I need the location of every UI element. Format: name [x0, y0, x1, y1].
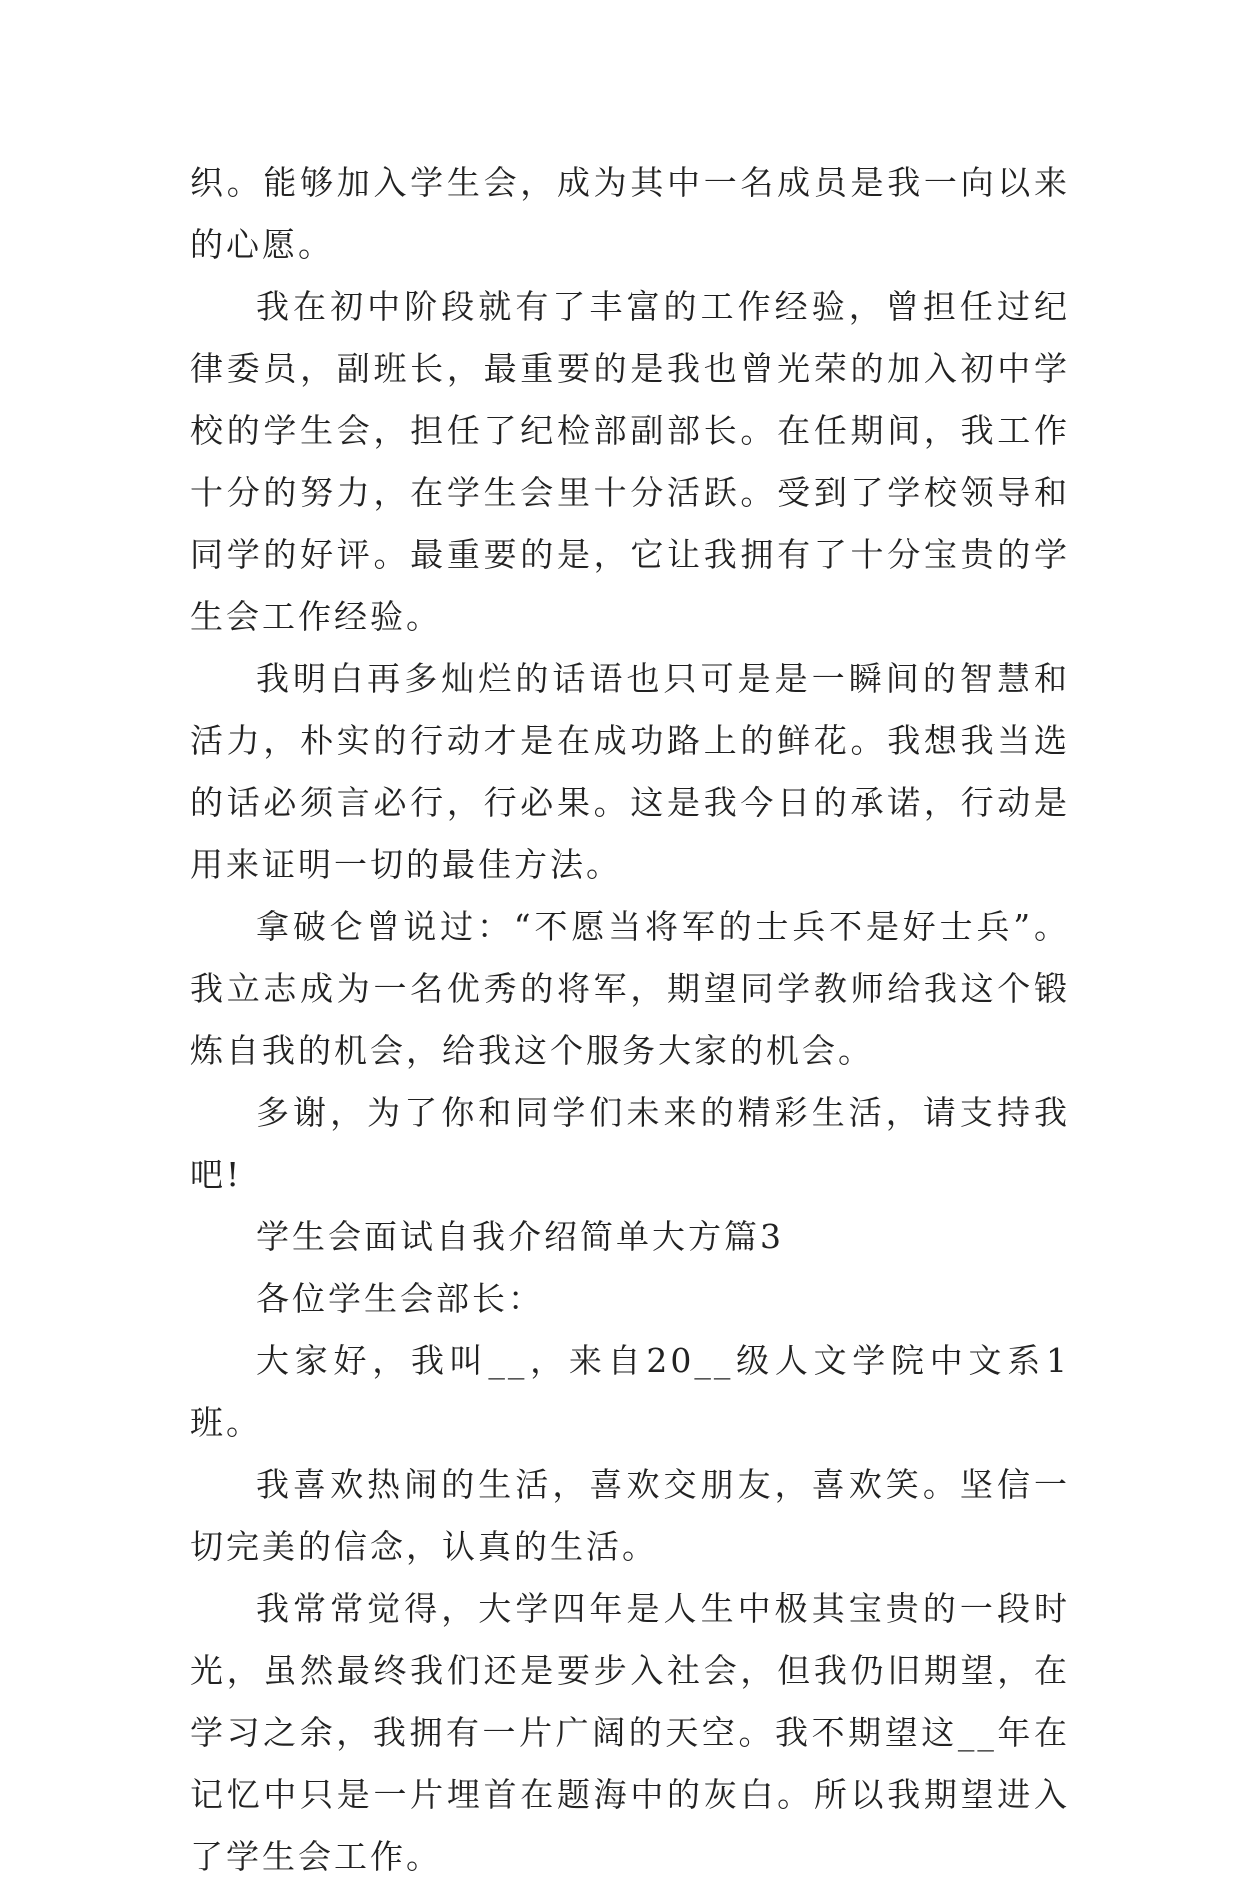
paragraph: 多谢，为了你和同学们未来的精彩生活，请支持我吧! — [190, 1093, 1070, 1194]
paragraph: 大家好，我叫__，来自20__级人文学院中文系1班。 — [190, 1341, 1070, 1442]
salutation: 各位学生会部长： — [256, 1279, 544, 1318]
paragraph: 织。能够加入学生会，成为其中一名成员是我一向以来的心愿。 — [190, 163, 1070, 264]
paragraph: 我明白再多灿烂的话语也只可是是一瞬间的智慧和活力，朴实的行动才是在成功路上的鲜花。我想我当选的话必须言必行，行必果。这是我今日的承诺，行动是用来证明一切的最佳方法。 — [190, 659, 1070, 884]
paragraph: 我喜欢热闹的生活，喜欢交朋友，喜欢笑。坚信一切完美的信念，认真的生活。 — [190, 1465, 1070, 1566]
paragraph: 我常常觉得，大学四年是人生中极其宝贵的一段时光，虽然最终我们还是要步入社会，但我仍旧期望，在学习之余，我拥有一片广阔的天空。我不期望这__年在记忆中只是一片埋首在题海中的灰白。所以我期望进入了学生会工作。 — [190, 1589, 1070, 1876]
document-body — [190, 152, 1070, 1888]
section-heading: 学生会面试自我介绍简单大方篇3 — [256, 1217, 784, 1256]
paragraph: 拿破仑曾说过：“不愿当将军的士兵不是好士兵”。我立志成为一名优秀的将军，期望同学教师给我这个锻炼自我的机会，给我这个服务大家的机会。 — [190, 907, 1070, 1070]
paragraph: 我在初中阶段就有了丰富的工作经验，曾担任过纪律委员，副班长，最重要的是我也曾光荣的加入初中学校的学生会，担任了纪检部副部长。在任期间，我工作十分的努力，在学生会里十分活跃。受到了学校领导和同学的好评。最重要的是，它让我拥有了十分宝贵的学生会工作经验。 — [190, 287, 1070, 636]
